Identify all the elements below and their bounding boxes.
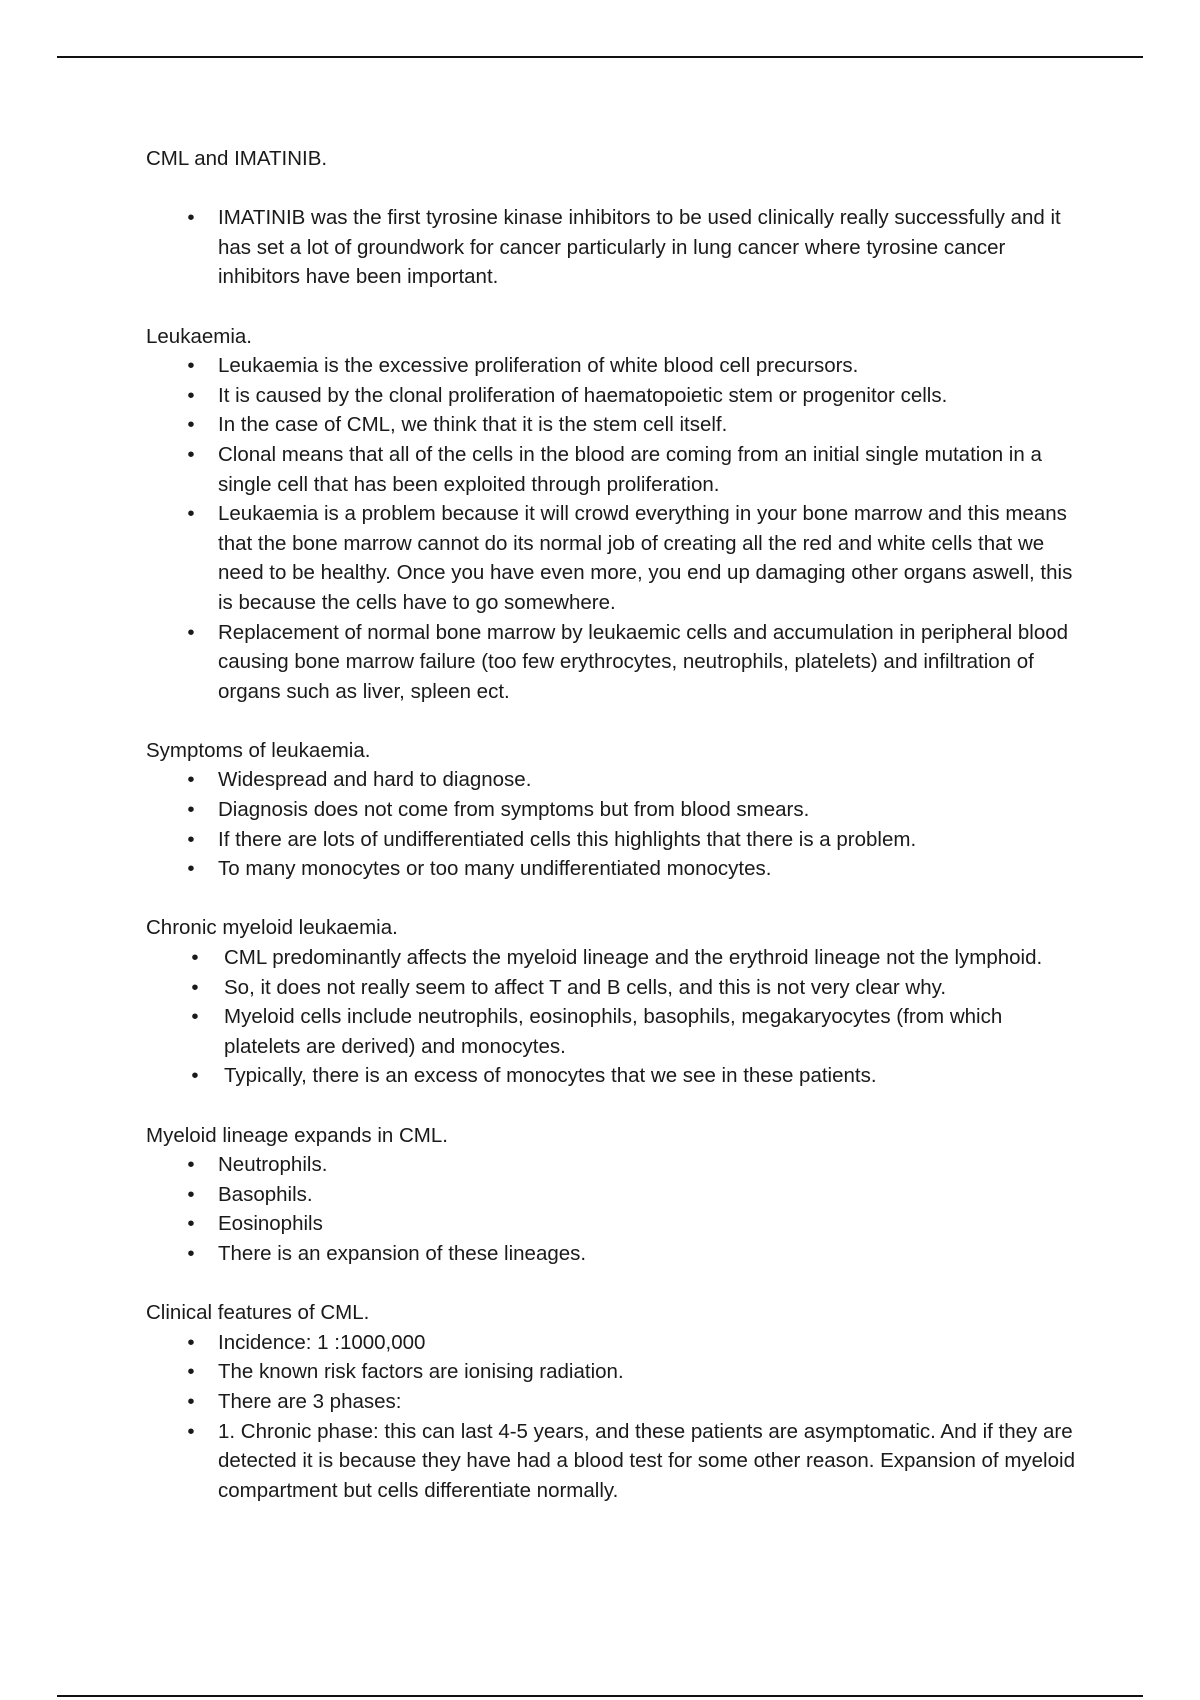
top-rule	[57, 56, 1143, 58]
section-heading: Chronic myeloid leukaemia.	[146, 916, 398, 940]
list-item: • Typically, there is an excess of monocytes that we see in these patients.	[146, 1061, 1076, 1091]
list-item: • It is caused by the clonal proliferation of haematopoietic stem or progenitor cells.	[146, 381, 1076, 411]
bullet-icon: •	[187, 1241, 195, 1265]
list-item: • Incidence: 1 :1000,000	[146, 1328, 1076, 1358]
bullet-icon: •	[187, 768, 195, 792]
list-item: • Eosinophils	[146, 1209, 1076, 1239]
list-item: • If there are lots of undifferentiated cells this highlights that there is a problem.	[146, 825, 1076, 855]
list-item: • To many monocytes or too many undifferentiated monocytes.	[146, 854, 1076, 884]
list-item: • Leukaemia is a problem because it will crowd everything in your bone marrow and this means that the bone marrow cannot do its normal job of creating all the red and white cells that we need to be healthy. Once you have even more, you end up damaging other organs aswell, this is because the cells have to go somewhere.	[146, 499, 1076, 617]
bullet-list	[146, 765, 1076, 883]
bullet-icon: •	[187, 442, 195, 466]
bullet-icon: •	[187, 1182, 195, 1206]
list-item: • Diagnosis does not come from symptoms but from blood smears.	[146, 795, 1076, 825]
list-item: • There is an expansion of these lineages.	[146, 1239, 1076, 1269]
bullet-icon: •	[187, 827, 195, 851]
section-heading: Myeloid lineage expands in CML.	[146, 1123, 448, 1147]
bullet-icon: •	[187, 413, 195, 437]
bullet-icon: •	[187, 620, 195, 644]
bullet-icon: •	[187, 206, 195, 230]
bullet-icon: •	[187, 1330, 195, 1354]
bullet-icon: •	[187, 1389, 195, 1413]
bullet-icon: •	[187, 798, 195, 822]
list-item: • IMATINIB was the first tyrosine kinase inhibitors to be used clinically really successfully and it has set a lot of groundwork for cancer particularly in lung cancer where tyrosine cancer inhibitors have been important.	[146, 203, 1076, 292]
bullet-icon: •	[187, 383, 195, 407]
list-item: • Clonal means that all of the cells in the blood are coming from an initial single mutation in a single cell that has been exploited through proliferation.	[146, 440, 1076, 499]
bullet-icon: •	[187, 857, 195, 881]
document-body	[146, 144, 1076, 1535]
section-heading: Symptoms of leukaemia.	[146, 738, 371, 762]
bullet-list	[146, 351, 1076, 706]
bullet-list	[146, 1328, 1076, 1506]
list-item: • Basophils.	[146, 1180, 1076, 1210]
bullet-icon: •	[187, 1153, 195, 1177]
bullet-list	[146, 1150, 1076, 1268]
bullet-list	[146, 943, 1076, 1091]
list-item: • Leukaemia is the excessive proliferation of white blood cell precursors.	[146, 351, 1076, 381]
list-item: • Myeloid cells include neutrophils, eosinophils, basophils, megakaryocytes (from which platelets are derived) and monocytes.	[146, 1002, 1076, 1061]
section-heading: Clinical features of CML.	[146, 1301, 370, 1325]
section-heading: CML and IMATINIB.	[146, 147, 328, 170]
section-cml-imatinib	[146, 144, 1076, 292]
list-item: • The known risk factors are ionising radiation.	[146, 1357, 1076, 1387]
bullet-icon: •	[191, 1064, 199, 1088]
bullet-icon: •	[187, 502, 195, 526]
list-item: • 1. Chronic phase: this can last 4-5 years, and these patients are asymptomatic. And if they are detected it is because they have had a blood test for some other reason. Expansion of myeloid compartment but cells differentiate normally.	[146, 1417, 1076, 1506]
section-myeloid-lineage	[146, 1121, 1076, 1269]
section-clinical-features	[146, 1298, 1076, 1505]
section-leukaemia	[146, 322, 1076, 707]
section-chronic-myeloid-leukaemia	[146, 913, 1076, 1091]
bullet-list	[146, 203, 1076, 292]
bullet-icon: •	[191, 946, 199, 970]
list-item: • There are 3 phases:	[146, 1387, 1076, 1417]
bullet-icon: •	[187, 354, 195, 378]
bullet-icon: •	[191, 1005, 199, 1029]
list-item: • CML predominantly affects the myeloid lineage and the erythroid lineage not the lymphoid.	[146, 943, 1076, 973]
section-symptoms	[146, 736, 1076, 884]
list-item: • In the case of CML, we think that it is the stem cell itself.	[146, 410, 1076, 440]
bullet-icon: •	[187, 1212, 195, 1236]
list-item: • Neutrophils.	[146, 1150, 1076, 1180]
bullet-icon: •	[187, 1419, 195, 1443]
list-item: • Replacement of normal bone marrow by leukaemic cells and accumulation in peripheral blood causing bone marrow failure (too few erythrocytes, neutrophils, platelets) and infiltration of organs such as liver, spleen ect.	[146, 618, 1076, 707]
section-heading: Leukaemia.	[146, 324, 252, 348]
bullet-icon: •	[191, 975, 199, 999]
bottom-rule	[57, 1695, 1143, 1697]
list-item: • So, it does not really seem to affect T and B cells, and this is not very clear why.	[146, 973, 1076, 1003]
list-item: • Widespread and hard to diagnose.	[146, 765, 1076, 795]
bullet-icon: •	[187, 1360, 195, 1384]
